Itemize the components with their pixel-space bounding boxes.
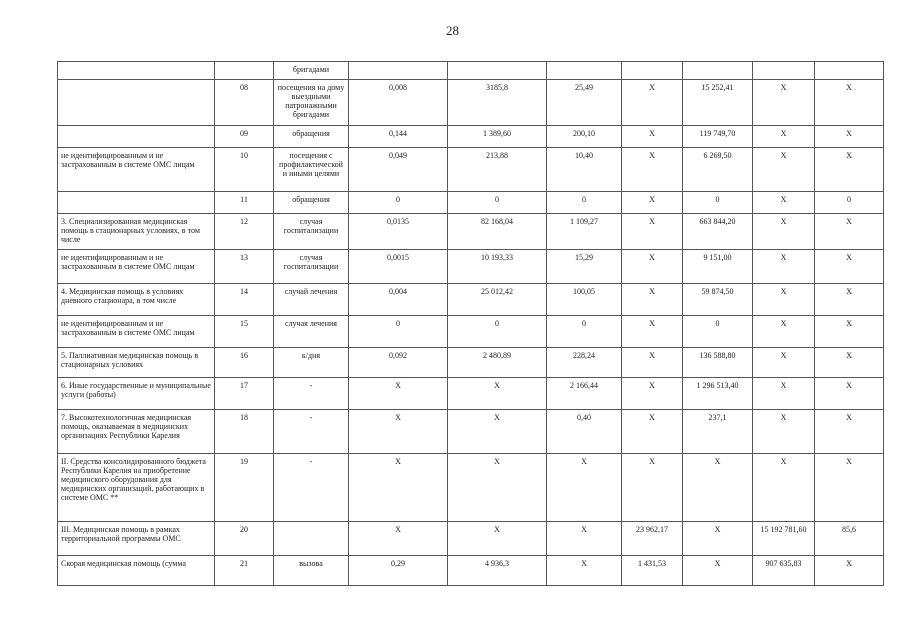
row-unit: -: [274, 454, 349, 522]
row-volume-norm: [349, 62, 448, 80]
row-name: II. Средства консолидированного бюджета Республики Карелия на приобретение медицинского оборудования для медицинских организаций, работающих в системе ОМС **: [58, 454, 215, 522]
row-cost-oms: Х: [753, 192, 815, 214]
row-volume-norm: Х: [349, 410, 448, 454]
row-percent: Х: [815, 316, 884, 348]
row-name: 3. Специализированная медицинская помощь в стационарных условиях, в том числе: [58, 214, 215, 250]
row-cost-budget: Х: [683, 454, 753, 522]
row-per-capita-oms: 1 431,53: [622, 556, 683, 586]
row-name: не идентифицированным и не застрахованным в системе ОМС лицам: [58, 250, 215, 284]
row-percent: Х: [815, 378, 884, 410]
row-percent: 85,6: [815, 522, 884, 556]
row-percent: Х: [815, 410, 884, 454]
row-cost-norm: 213,88: [448, 148, 547, 192]
row-per-capita-oms: Х: [622, 148, 683, 192]
row-cost-oms: Х: [753, 410, 815, 454]
row-per-capita-oms: Х: [622, 214, 683, 250]
row-percent: 0: [815, 192, 884, 214]
row-name: не идентифицированным и не застрахованным в системе ОМС лицам: [58, 316, 215, 348]
row-per-capita-oms: Х: [622, 410, 683, 454]
row-cost-oms: Х: [753, 126, 815, 148]
row-per-capita-oms: Х: [622, 348, 683, 378]
row-code: 21: [215, 556, 274, 586]
table-row: [58, 348, 884, 378]
row-per-capita-budget: 100,05: [547, 284, 622, 316]
row-cost-budget: 15 252,41: [683, 80, 753, 126]
row-percent: Х: [815, 80, 884, 126]
table-row: [58, 62, 884, 80]
row-cost-oms: [753, 62, 815, 80]
row-per-capita-oms: Х: [622, 316, 683, 348]
row-cost-norm: Х: [448, 378, 547, 410]
row-cost-oms: Х: [753, 250, 815, 284]
row-code: 19: [215, 454, 274, 522]
row-unit: случая лечения: [274, 316, 349, 348]
row-volume-norm: Х: [349, 522, 448, 556]
row-volume-norm: 0,004: [349, 284, 448, 316]
row-cost-oms: Х: [753, 214, 815, 250]
row-per-capita-oms: Х: [622, 454, 683, 522]
row-unit: посещения с профилактической и иными целями: [274, 148, 349, 192]
row-name: 6. Иные государственные и муниципальные услуги (работы): [58, 378, 215, 410]
row-per-capita-budget: Х: [547, 454, 622, 522]
row-name: [58, 80, 215, 126]
row-per-capita-oms: Х: [622, 80, 683, 126]
row-code: 15: [215, 316, 274, 348]
row-per-capita-oms: Х: [622, 284, 683, 316]
row-per-capita-budget: [547, 62, 622, 80]
row-code: 14: [215, 284, 274, 316]
row-unit: к/дня: [274, 348, 349, 378]
row-percent: Х: [815, 126, 884, 148]
row-name: [58, 62, 215, 80]
row-cost-budget: 0: [683, 316, 753, 348]
row-per-capita-oms: [622, 62, 683, 80]
table-row: [58, 522, 884, 556]
row-code: 11: [215, 192, 274, 214]
row-per-capita-budget: 200,10: [547, 126, 622, 148]
row-cost-norm: 25 012,42: [448, 284, 547, 316]
row-percent: Х: [815, 148, 884, 192]
table-row: [58, 250, 884, 284]
row-cost-budget: Х: [683, 556, 753, 586]
row-volume-norm: 0,144: [349, 126, 448, 148]
row-unit: вызова: [274, 556, 349, 586]
row-cost-budget: 59 874,50: [683, 284, 753, 316]
row-per-capita-budget: 228,24: [547, 348, 622, 378]
row-cost-budget: 1 296 513,40: [683, 378, 753, 410]
row-cost-norm: Х: [448, 454, 547, 522]
table-row: [58, 284, 884, 316]
row-cost-norm: 2 480,89: [448, 348, 547, 378]
table-row: [58, 556, 884, 586]
row-cost-norm: 4 936,3: [448, 556, 547, 586]
row-cost-budget: 663 844,20: [683, 214, 753, 250]
row-per-capita-oms: Х: [622, 250, 683, 284]
row-unit: бригадами: [274, 62, 349, 80]
table-row: [58, 148, 884, 192]
row-volume-norm: 0,049: [349, 148, 448, 192]
row-cost-norm: Х: [448, 410, 547, 454]
row-unit: обращения: [274, 192, 349, 214]
row-per-capita-budget: 0: [547, 316, 622, 348]
table-row: [58, 378, 884, 410]
row-cost-budget: 237,1: [683, 410, 753, 454]
row-name: не идентифицированным и не застрахованным в системе ОМС лицам: [58, 148, 215, 192]
row-per-capita-budget: Х: [547, 556, 622, 586]
row-code: 20: [215, 522, 274, 556]
row-cost-oms: Х: [753, 316, 815, 348]
table-row: [58, 192, 884, 214]
row-per-capita-budget: 15,29: [547, 250, 622, 284]
row-per-capita-oms: Х: [622, 192, 683, 214]
row-volume-norm: 0,008: [349, 80, 448, 126]
row-cost-budget: 136 588,80: [683, 348, 753, 378]
row-code: 10: [215, 148, 274, 192]
row-cost-budget: Х: [683, 522, 753, 556]
row-volume-norm: 0: [349, 316, 448, 348]
row-cost-budget: 119 749,70: [683, 126, 753, 148]
row-cost-budget: 6 269,50: [683, 148, 753, 192]
row-name: Скорая медицинская помощь (сумма: [58, 556, 215, 586]
row-volume-norm: 0,29: [349, 556, 448, 586]
row-unit: посещения на дому выездными патронажными бригадами: [274, 80, 349, 126]
table-row: [58, 316, 884, 348]
row-volume-norm: Х: [349, 454, 448, 522]
row-per-capita-budget: 2 166,44: [547, 378, 622, 410]
row-unit: -: [274, 378, 349, 410]
row-name: [58, 126, 215, 148]
row-cost-norm: 0: [448, 316, 547, 348]
row-name: 7. Высокотехнологичная медицинская помощь, оказываемая в медицинских организациях Республики Карелия: [58, 410, 215, 454]
row-percent: Х: [815, 250, 884, 284]
row-unit: [274, 522, 349, 556]
row-per-capita-budget: 25,49: [547, 80, 622, 126]
row-unit: случая госпитализации: [274, 214, 349, 250]
row-per-capita-budget: Х: [547, 522, 622, 556]
row-volume-norm: 0,0015: [349, 250, 448, 284]
row-code: 08: [215, 80, 274, 126]
row-code: 12: [215, 214, 274, 250]
table-row: [58, 126, 884, 148]
row-cost-budget: 0: [683, 192, 753, 214]
row-cost-budget: 9 151,00: [683, 250, 753, 284]
row-code: 18: [215, 410, 274, 454]
row-volume-norm: 0: [349, 192, 448, 214]
row-volume-norm: 0,0135: [349, 214, 448, 250]
table-row: [58, 214, 884, 250]
row-volume-norm: 0,092: [349, 348, 448, 378]
row-code: [215, 62, 274, 80]
row-percent: Х: [815, 556, 884, 586]
table-body: [58, 62, 884, 586]
row-cost-norm: [448, 62, 547, 80]
row-per-capita-budget: 0,40: [547, 410, 622, 454]
row-per-capita-oms: Х: [622, 378, 683, 410]
row-percent: Х: [815, 348, 884, 378]
row-per-capita-oms: Х: [622, 126, 683, 148]
row-code: 17: [215, 378, 274, 410]
row-cost-oms: Х: [753, 378, 815, 410]
row-code: 16: [215, 348, 274, 378]
page-number: 28: [446, 23, 459, 38]
row-per-capita-budget: 1 109,27: [547, 214, 622, 250]
row-per-capita-budget: 10,40: [547, 148, 622, 192]
row-volume-norm: Х: [349, 378, 448, 410]
row-cost-norm: 82 168,04: [448, 214, 547, 250]
row-cost-norm: 0: [448, 192, 547, 214]
row-code: 09: [215, 126, 274, 148]
row-name: [58, 192, 215, 214]
table-row: [58, 410, 884, 454]
row-percent: [815, 62, 884, 80]
row-unit: случая госпитализации: [274, 250, 349, 284]
row-percent: Х: [815, 214, 884, 250]
row-cost-oms: Х: [753, 454, 815, 522]
row-cost-oms: Х: [753, 348, 815, 378]
row-name: 4. Медицинская помощь в условиях дневного стационара, в том числе: [58, 284, 215, 316]
row-per-capita-oms: 23 962,17: [622, 522, 683, 556]
medical-care-table: [57, 61, 884, 586]
row-cost-norm: Х: [448, 522, 547, 556]
row-cost-budget: [683, 62, 753, 80]
row-unit: обращения: [274, 126, 349, 148]
row-cost-oms: Х: [753, 284, 815, 316]
row-name: 5. Паллиативная медицинская помощь в стационарных условиях: [58, 348, 215, 378]
row-name: III. Медицинская помощь в рамках территориальной программы ОМС: [58, 522, 215, 556]
row-unit: случай лечения: [274, 284, 349, 316]
table-row: [58, 454, 884, 522]
row-cost-norm: 1 389,60: [448, 126, 547, 148]
row-cost-oms: 15 192 781,60: [753, 522, 815, 556]
row-cost-oms: Х: [753, 80, 815, 126]
table-row: [58, 80, 884, 126]
row-cost-norm: 3185,8: [448, 80, 547, 126]
row-unit: -: [274, 410, 349, 454]
row-cost-norm: 10 193,33: [448, 250, 547, 284]
row-percent: Х: [815, 284, 884, 316]
row-cost-oms: 907 635,83: [753, 556, 815, 586]
row-percent: Х: [815, 454, 884, 522]
row-code: 13: [215, 250, 274, 284]
row-cost-oms: Х: [753, 148, 815, 192]
row-per-capita-budget: 0: [547, 192, 622, 214]
